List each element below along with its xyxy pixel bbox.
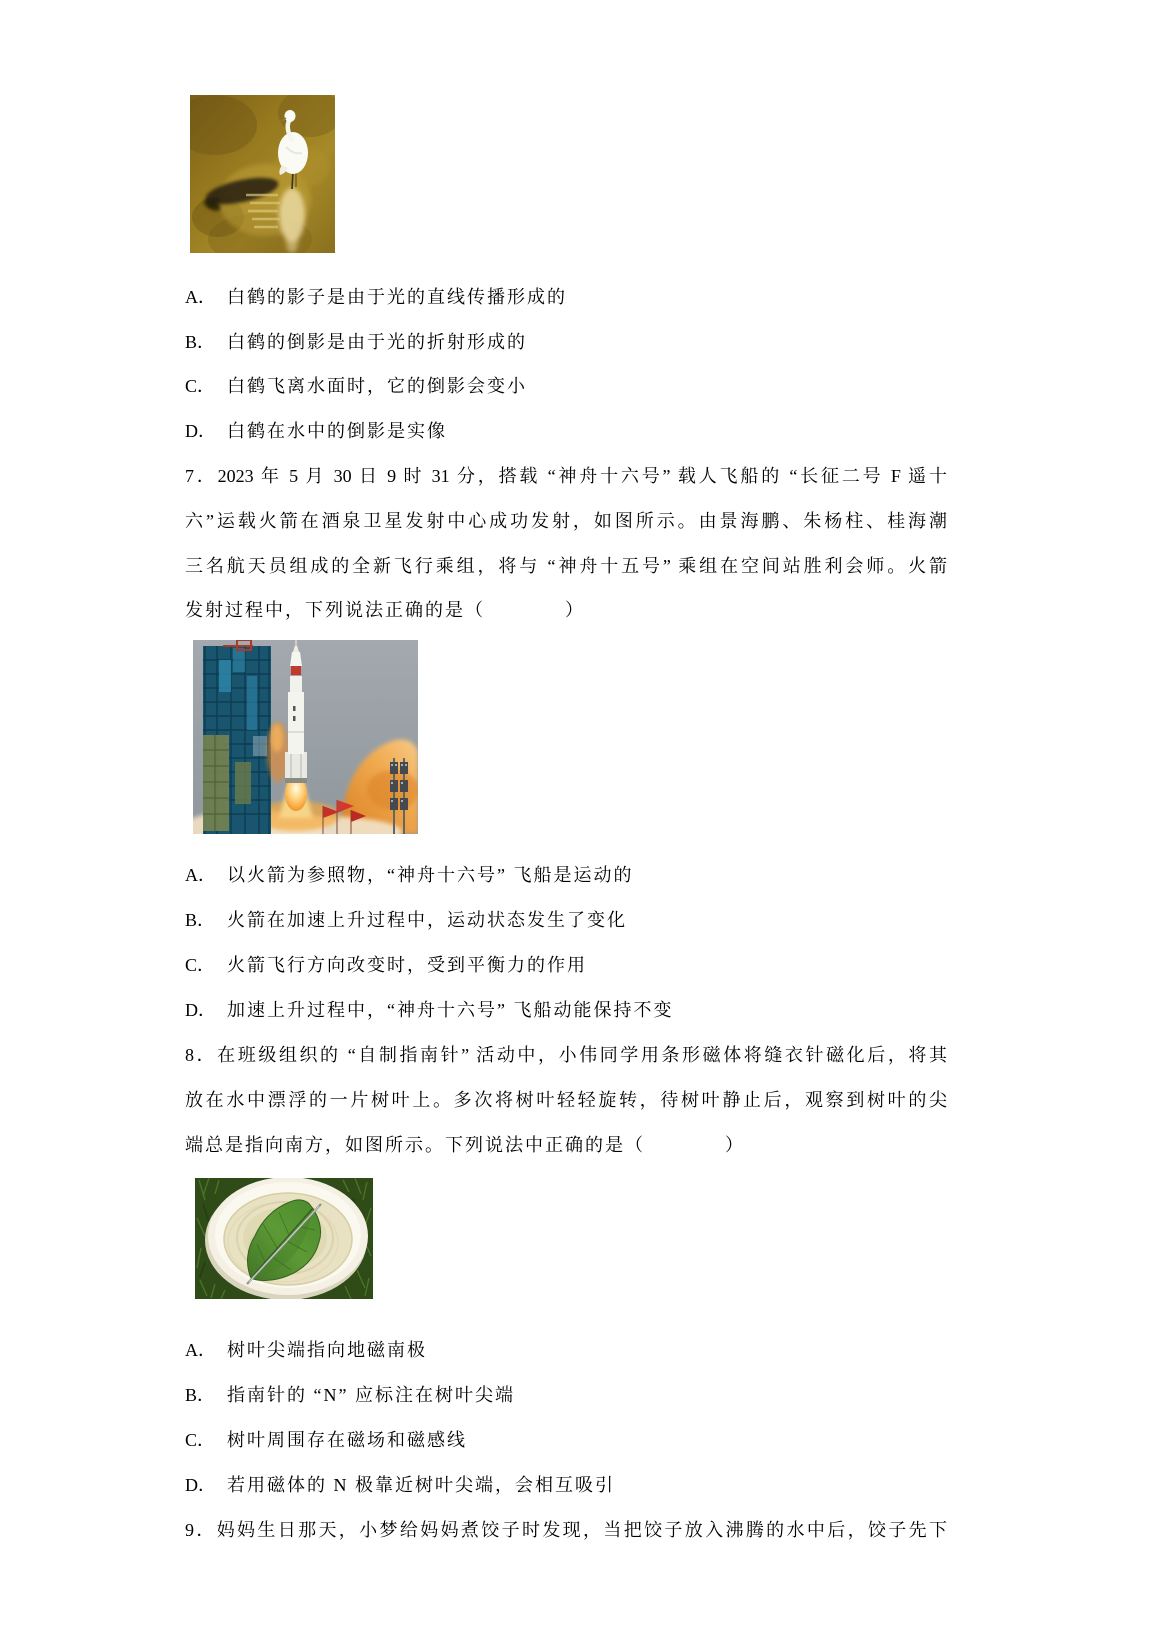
q7-option-a: [185, 862, 947, 889]
option-text: 白鹤飞离水面时，它的倒影会变小: [227, 376, 527, 396]
option-text: 指南针的 “N” 应标注在树叶尖端: [227, 1385, 515, 1405]
option-label: D．: [185, 1000, 216, 1020]
option-label: D．: [185, 1475, 216, 1495]
rocket-launch-photo: [193, 640, 418, 834]
q6-option-b: [185, 329, 947, 356]
leaf-compass-photo: [195, 1178, 373, 1299]
option-text: 加速上升过程中，“神舟十六号” 飞船动能保持不变: [227, 1000, 674, 1020]
q6-option-d: [185, 418, 947, 445]
option-text: 树叶尖端指向地磁南极: [227, 1340, 427, 1360]
q8-stem-line-1: 8．在班级组织的 “自制指南针” 活动中，小伟同学用条形磁体将缝衣针磁化后，将其: [185, 1045, 947, 1065]
q8-option-b: [185, 1382, 947, 1409]
q8-option-a: [185, 1337, 947, 1364]
option-label: A．: [185, 865, 216, 885]
q7-option-d: [185, 997, 947, 1024]
q8-stem-line-3: 端总是指向南方，如图所示。下列说法中正确的是（ ）: [185, 1135, 745, 1155]
option-label: C．: [185, 1430, 216, 1450]
q8-option-d: [185, 1472, 947, 1499]
option-label: C．: [185, 376, 216, 396]
q6-option-c: [185, 373, 947, 400]
option-label: B．: [185, 910, 216, 930]
option-label: D．: [185, 421, 216, 441]
egret-reflection-photo: [190, 95, 335, 253]
q7-option-c: [185, 952, 947, 979]
q7-stem-line-3: 三名航天员组成的全新飞行乘组，将与 “神舟十五号” 乘组在空间站胜利会师。火箭: [185, 556, 947, 576]
option-label: B．: [185, 1385, 216, 1405]
option-text: 以火箭为参照物，“神舟十六号” 飞船是运动的: [227, 865, 634, 885]
q7-stem-line-1: 7．2023 年 5 月 30 日 9 时 31 分，搭载 “神舟十六号” 载人飞船的 “长征二号 F 遥十: [185, 466, 947, 486]
option-text: 白鹤的影子是由于光的直线传播形成的: [227, 287, 567, 307]
q6-option-a: [185, 284, 947, 311]
q7-option-b: [185, 907, 947, 934]
q9-stem-line-1: 9．妈妈生日那天，小梦给妈妈煮饺子时发现，当把饺子放入沸腾的水中后，饺子先下: [185, 1520, 947, 1540]
q7-stem-line-2: 六”运载火箭在酒泉卫星发射中心成功发射，如图所示。由景海鹏、朱杨柱、桂海潮: [185, 511, 947, 531]
q7-stem-line-4: 发射过程中，下列说法正确的是（ ）: [185, 600, 585, 620]
option-text: 白鹤的倒影是由于光的折射形成的: [227, 332, 527, 352]
q8-stem-line-2: 放在水中漂浮的一片树叶上。多次将树叶轻轻旋转，待树叶静止后，观察到树叶的尖: [185, 1090, 947, 1110]
option-text: 火箭在加速上升过程中，运动状态发生了变化: [227, 910, 627, 930]
option-text: 若用磁体的 N 极靠近树叶尖端，会相互吸引: [227, 1475, 615, 1495]
option-label: C．: [185, 955, 216, 975]
option-label: A．: [185, 287, 216, 307]
option-text: 白鹤在水中的倒影是实像: [227, 421, 447, 441]
q8-option-c: [185, 1427, 947, 1454]
option-label: A．: [185, 1340, 216, 1360]
option-label: B．: [185, 332, 216, 352]
option-text: 火箭飞行方向改变时，受到平衡力的作用: [227, 955, 587, 975]
option-text: 树叶周围存在磁场和磁感线: [227, 1430, 467, 1450]
